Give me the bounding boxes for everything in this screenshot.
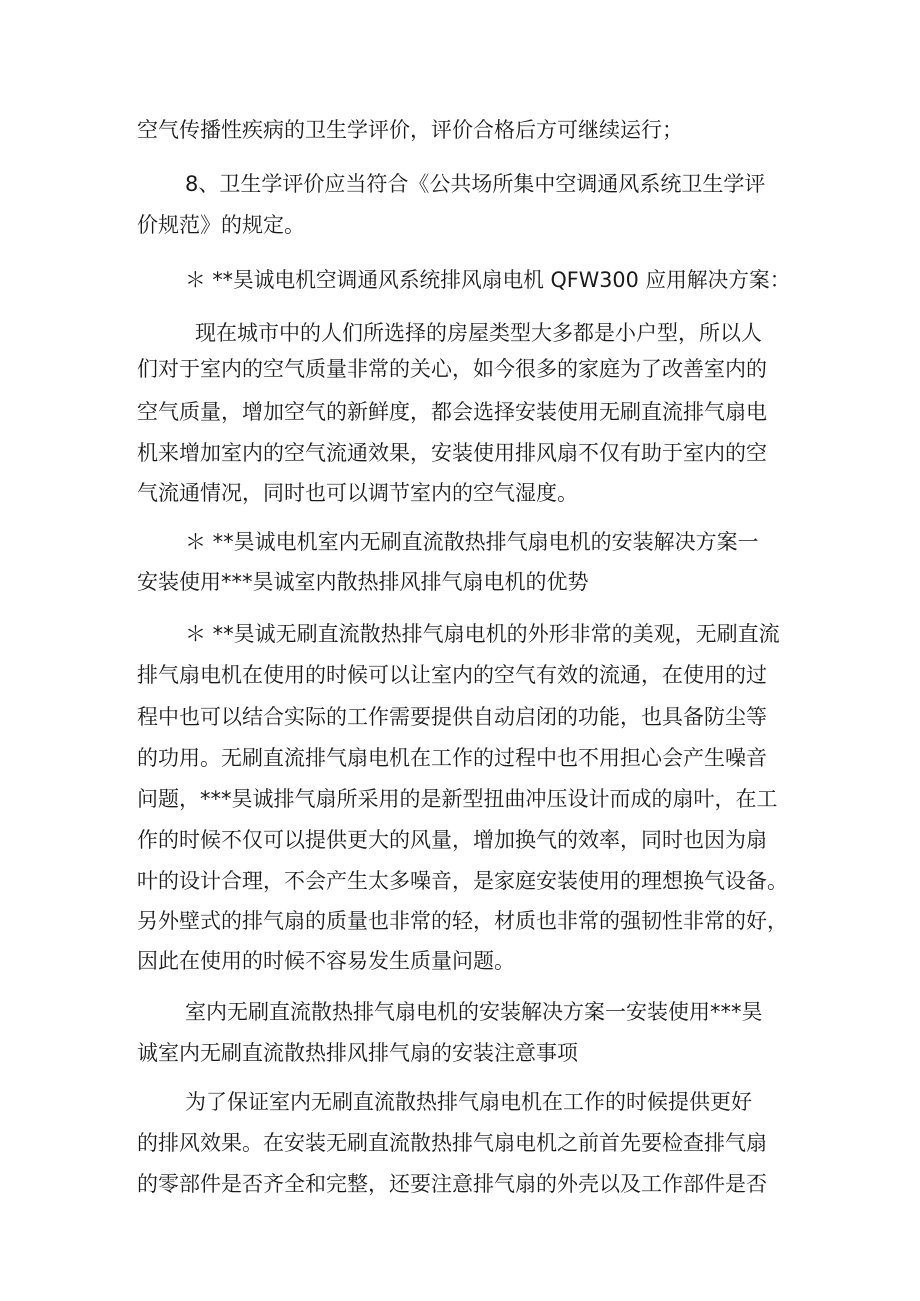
paragraph-4-line-4: 机来增加室内的空气流通效果，安装使用排风扇不仅有助于室内的空 bbox=[137, 441, 767, 465]
paragraph-4-line-3: 空气质量，增加空气的新鲜度，都会选择安装使用无刷直流排气扇电 bbox=[137, 400, 767, 424]
paragraph-5-line-1: ＊ **昊诚电机室内无刷直流散热排气扇电机的安装解决方案一 bbox=[185, 530, 759, 554]
paragraph-6-line-5: 问题，***昊诚排气扇所采用的是新型扭曲冲压设计而成的扇叶，在工 bbox=[137, 787, 778, 811]
paragraph-6-line-1: ＊ **昊诚无刷直流散热排气扇电机的外形非常的美观，无刷直流 bbox=[185, 622, 780, 646]
paragraph-4-line-2: 们对于室内的空气质量非常的关心，如今很多的家庭为了改善室内的 bbox=[137, 357, 767, 381]
paragraph-6-line-9: 因此在使用的时候不容易发生质量问题。 bbox=[137, 949, 515, 973]
paragraph-2-line-1: 8、卫生学评价应当符合《公共场所集中空调通风系统卫生学评 bbox=[185, 172, 766, 196]
paragraph-4-line-5: 气流通情况，同时也可以调节室内的空气湿度。 bbox=[137, 481, 578, 505]
paragraph-4-line-1: 现在城市中的人们所选择的房屋类型大多都是小户型，所以人 bbox=[195, 321, 762, 345]
paragraph-5-line-2: 安装使用***昊诚室内散热排风排气扇电机的优势 bbox=[137, 570, 589, 594]
paragraph-8-line-3: 的零部件是否齐全和完整，还要注意排气扇的外壳以及工作部件是否 bbox=[137, 1172, 767, 1196]
paragraph-6-line-3: 程中也可以结合实际的工作需要提供自动启闭的功能，也具备防尘等 bbox=[137, 705, 767, 729]
paragraph-6-line-6: 作的时候不仅可以提供更大的风量，增加换气的效率，同时也因为扇 bbox=[137, 828, 767, 852]
paragraph-6-line-2: 排气扇电机在使用的时候可以让室内的空气有效的流通，在使用的过 bbox=[137, 663, 767, 687]
paragraph-8-line-1: 为了保证室内无刷直流散热排气扇电机在工作的时候提供更好 bbox=[185, 1090, 752, 1114]
paragraph-6-line-4: 的功用。无刷直流排气扇电机在工作的过程中也不用担心会产生噪音 bbox=[137, 746, 767, 770]
paragraph-1-line-1: 空气传播性疾病的卫生学评价，评价合格后方可继续运行； bbox=[137, 118, 683, 142]
paragraph-8-line-2: 的排风效果。在安装无刷直流散热排气扇电机之前首先要检查排气扇 bbox=[137, 1131, 767, 1155]
paragraph-3-line-1: ＊ **昊诚电机空调通风系统排风扇电机 QFW300 应用解决方案： bbox=[185, 268, 791, 292]
paragraph-6-line-8: 另外壁式的排气扇的质量也非常的轻，材质也非常的强韧性非常的好， bbox=[137, 909, 788, 933]
paragraph-7-line-1: 室内无刷直流散热排气扇电机的安装解决方案一安装使用***昊 bbox=[185, 1000, 763, 1024]
paragraph-7-line-2: 诚室内无刷直流散热排风排气扇的安装注意事项 bbox=[137, 1041, 578, 1065]
paragraph-2-line-2: 价规范》的规定。 bbox=[137, 213, 305, 237]
paragraph-6-line-7: 叶的设计合理，不会产生太多噪音，是家庭安装使用的理想换气设备。 bbox=[137, 869, 788, 893]
